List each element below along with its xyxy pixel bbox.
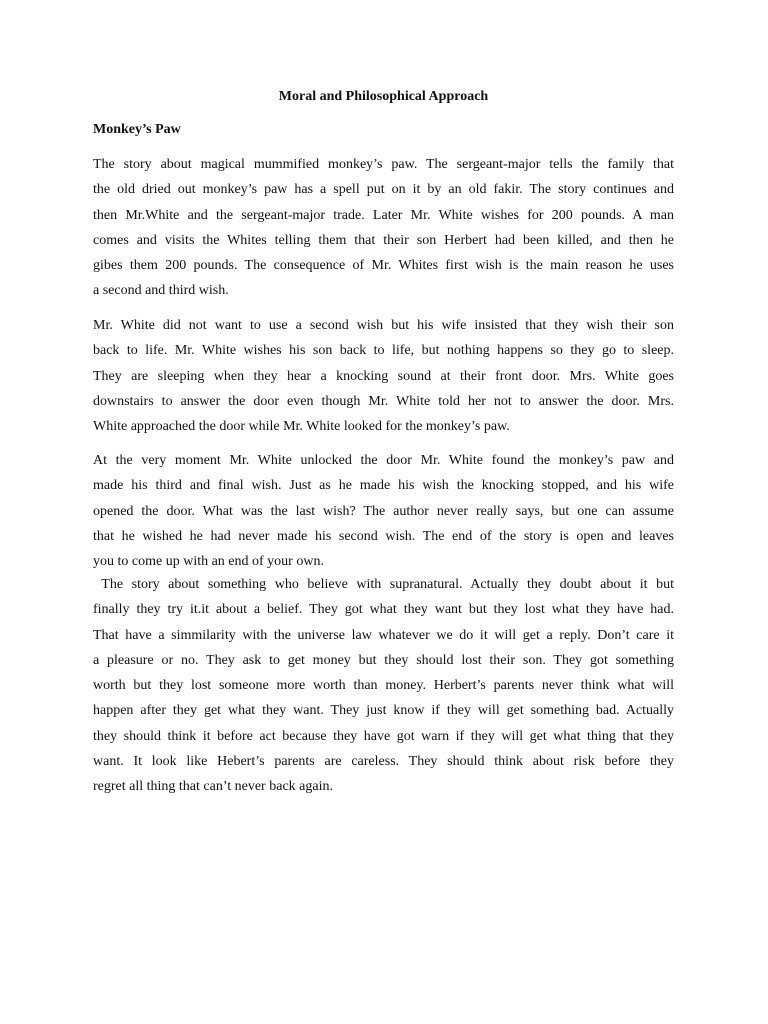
text-line: that he wished he had never made his second wish. The end of the story is open and leaves bbox=[93, 528, 674, 544]
section-heading: Monkey’s Paw bbox=[93, 122, 181, 137]
text-line: The story about something who believe with supranatural. Actually they doubt about it but bbox=[93, 577, 674, 592]
text-line: finally they try it.it about a belief. They got what they want but they lost what they have had. bbox=[93, 602, 674, 618]
text-line: The story about magical mummified monkey’s paw. The sergeant-major tells the family that bbox=[93, 157, 674, 172]
text-line: downstairs to answer the door even though Mr. White told her not to answer the door. Mrs. bbox=[93, 393, 674, 409]
text-line: they should think it before act because they have got warn if they will get what thing that they bbox=[93, 728, 674, 744]
text-line: regret all thing that can’t never back again. bbox=[93, 779, 333, 795]
text-line: They are sleeping when they hear a knocking sound at their front door. Mrs. White goes bbox=[93, 368, 674, 384]
text-line: back to life. Mr. White wishes his son back to life, but nothing happens so they go to sleep. bbox=[93, 343, 674, 359]
document-title: Moral and Philosophical Approach bbox=[278, 89, 489, 104]
text-line: comes and visits the Whites telling them that their son Herbert had been killed, and then he bbox=[93, 232, 674, 248]
text-line: you to come up with an end of your own. bbox=[93, 554, 324, 570]
text-line: happen after they get what they want. They just know if they will get something bad. Actually bbox=[93, 703, 674, 719]
text-line: worth but they lost someone more worth than money. Herbert’s parents never think what will bbox=[93, 678, 674, 694]
text-line: then Mr.White and the sergeant-major trade. Later Mr. White wishes for 200 pounds. A man bbox=[93, 207, 674, 223]
text-line: the old dried out monkey’s paw has a spell put on it by an old fakir. The story continues and bbox=[93, 182, 674, 198]
text-line: want. It look like Hebert’s parents are careless. They should think about risk before they bbox=[93, 754, 674, 770]
text-line: gibes them 200 pounds. The consequence of Mr. Whites first wish is the main reason he uses bbox=[93, 258, 674, 274]
paragraph-summary-1 bbox=[93, 152, 674, 304]
text-line: At the very moment Mr. White unlocked the door Mr. White found the monkey’s paw and bbox=[93, 453, 674, 468]
text-line: White approached the door while Mr. White looked for the monkey’s paw. bbox=[93, 419, 510, 435]
text-line: a pleasure or no. They ask to get money but they should lost their son. They got something bbox=[93, 652, 674, 668]
text-line: Mr. White did not want to use a second wish but his wife insisted that they wish their son bbox=[93, 318, 674, 333]
text-line: opened the door. What was the last wish? The author never really says, but one can assume bbox=[93, 503, 674, 519]
paragraph-analysis bbox=[93, 572, 674, 800]
text-line: made his third and final wish. Just as he made his wish the knocking stopped, and his wife bbox=[93, 478, 674, 494]
text-line: That have a simmilarity with the universe law whatever we do it will get a reply. Don’t care it bbox=[93, 627, 674, 643]
paragraph-summary-3 bbox=[93, 448, 674, 574]
text-line: a second and third wish. bbox=[93, 283, 229, 299]
paragraph-summary-2 bbox=[93, 313, 674, 439]
